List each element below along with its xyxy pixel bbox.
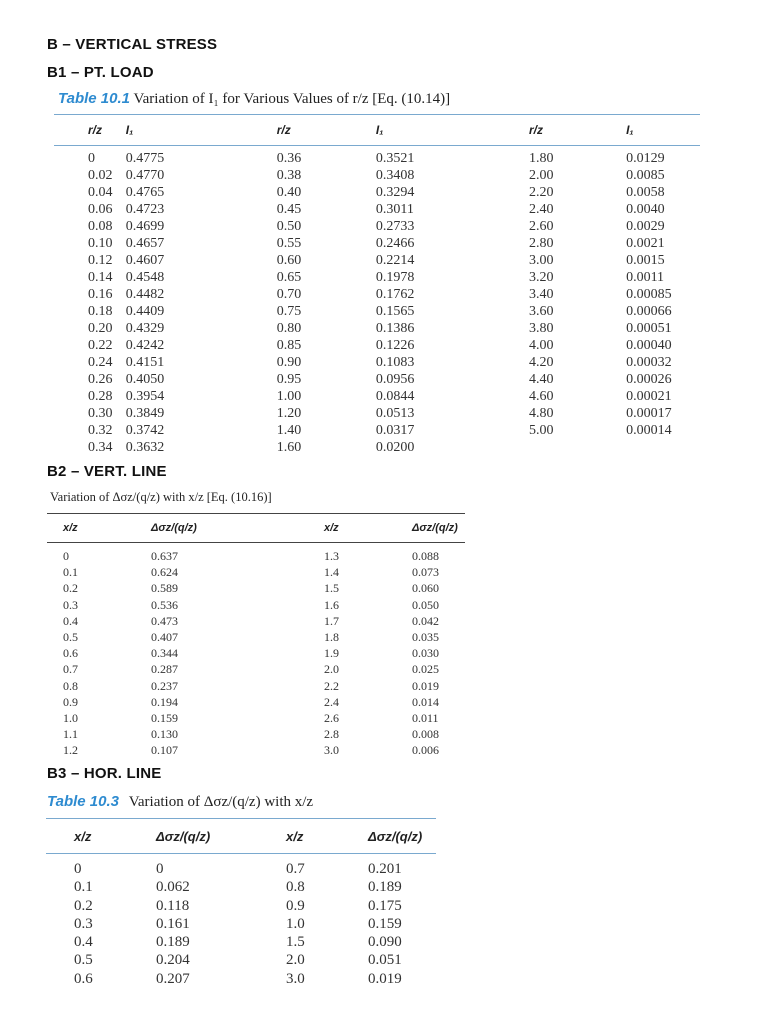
b2-table-cell: 0.014	[412, 694, 439, 709]
b1-table-cell: 0.4242	[125, 338, 165, 353]
b3-table-label: Table 10.3	[47, 793, 119, 810]
b1-table-cell: 0.16	[88, 287, 113, 302]
b2-table-cell: 0.237	[151, 678, 178, 693]
b1-table-row	[54, 167, 700, 184]
b1-table-cell: 0.2733	[375, 219, 415, 234]
b1-table-cell: 4.00	[528, 338, 554, 353]
b1-table-cell: 1.00	[276, 389, 302, 404]
b1-table-cell: 0.12	[88, 253, 113, 268]
b3-table-cell: 0.3	[74, 915, 93, 932]
b3-table-cell: 0.090	[368, 934, 402, 951]
b1-table-cell: 0.0956	[375, 372, 415, 387]
b1-table-row	[54, 286, 700, 303]
b3-table-cell: 2.0	[286, 952, 305, 969]
b1-table-cell: 0.00017	[626, 406, 672, 421]
b2-table-cell: 2.2	[324, 678, 339, 693]
b1-table-cell: 0.3742	[125, 423, 165, 438]
b1-table-cell: 0.3954	[125, 389, 165, 404]
b3-table-cell: 0.9	[286, 897, 305, 914]
b3-table-cell: 0	[74, 861, 82, 877]
b3-table-row	[46, 933, 436, 951]
b1-table-cell: 0.00066	[626, 304, 672, 319]
b2-table-cell: 0	[63, 549, 69, 563]
b1-table-cell: 0.4482	[125, 287, 165, 302]
b1-table-cell: 0.10	[88, 236, 113, 251]
b1-table-cell: 0.1226	[375, 338, 415, 353]
b1-table-cell: 0.4050	[125, 372, 165, 387]
b1-table-cell: 0.14	[88, 270, 113, 285]
b1-table-cell: 0.70	[276, 287, 302, 302]
b3-table-cell: 3.0	[286, 970, 305, 987]
b2-header-cell: x/z	[324, 514, 412, 543]
b1-table-row	[54, 388, 700, 405]
b1-caption: Variation of I₁ for Various Values of r/z [Eq. (10.14)]	[133, 91, 451, 107]
b3-header-cell: Δσz/(q/z)	[156, 819, 286, 854]
b1-table-row	[54, 184, 700, 201]
b2-table-cell: 0.088	[412, 549, 439, 563]
b1-table-cell: 0.00026	[626, 372, 672, 387]
b1-table-cell: 0.00085	[626, 287, 672, 302]
b1-table-cell: 0.00021	[626, 389, 672, 404]
b3-table-cell: 0.201	[368, 861, 402, 877]
b1-table-cell: 0.60	[276, 253, 302, 268]
b2-table-row	[47, 694, 465, 710]
b2-table-cell: 0.637	[151, 549, 178, 563]
b1-table-cell: 0.0513	[375, 406, 415, 421]
b1-table-cell: 0.2466	[375, 236, 415, 251]
b2-table-cell: 1.3	[324, 549, 339, 563]
b1-table-row	[54, 146, 700, 168]
b2-table-cell: 0.050	[412, 597, 439, 612]
b2-heading: B2 – VERT. LINE	[47, 463, 167, 480]
b3-heading: B3 – HOR. LINE	[47, 765, 162, 782]
b1-table-cell: 4.80	[528, 406, 554, 421]
b1-table-cell: 0.45	[276, 202, 302, 217]
b2-table-row	[47, 645, 465, 661]
b3-table-cell: 0.204	[156, 952, 190, 969]
b2-table-cell: 0.287	[151, 662, 178, 677]
b2-table-row	[47, 613, 465, 629]
b3-table-cell: 0.7	[286, 861, 305, 877]
b1-table-cell: 0.00014	[626, 423, 672, 438]
b3-table-cell: 0.2	[74, 897, 93, 914]
b1-table-cell: 0.00040	[626, 338, 672, 353]
b3-table-cell: 1.0	[286, 915, 305, 932]
b2-table-cell: 1.0	[63, 711, 78, 726]
b1-table-cell: 0.38	[276, 168, 302, 183]
b3-caption-line	[47, 793, 313, 811]
b1-table-cell: 0.0200	[375, 440, 415, 455]
b1-table-row	[54, 422, 700, 439]
b3-table-cell: 0.1	[74, 879, 93, 896]
b3-table-cell: 0.5	[74, 952, 93, 969]
b3-table-body	[46, 854, 436, 989]
b1-table-cell: 0.3011	[375, 202, 414, 217]
b1-table-cell: 0.0011	[626, 270, 665, 285]
b2-table-cell: 0.6	[63, 646, 78, 661]
b3-table-cell: 0.062	[156, 879, 190, 896]
b3-table-cell: 0.8	[286, 879, 305, 896]
b2-table-row	[47, 726, 465, 742]
b1-table-cell: 0.26	[88, 372, 113, 387]
b1-table-cell: 2.00	[528, 168, 554, 183]
b2-table-cell: 0.9	[63, 694, 78, 709]
b1-table-cell: 3.40	[528, 287, 554, 302]
b1-table-cell: 0.0058	[626, 185, 665, 200]
b3-table-cell: 0.4	[74, 934, 93, 951]
b2-table-cell: 0.130	[151, 727, 178, 742]
b1-table-cell: 2.40	[528, 202, 554, 217]
b3-table-cell: 0	[156, 861, 164, 877]
b1-table-cell: 0.30	[88, 406, 113, 421]
b1-header-cell: I₁	[376, 115, 529, 146]
b2-table-row	[47, 597, 465, 613]
b1-table-row	[54, 320, 700, 337]
b2-table-cell: 0.035	[412, 630, 439, 645]
b2-header-row	[47, 514, 465, 543]
b2-table-cell: 0.019	[412, 678, 439, 693]
b1-table-cell: 0.20	[88, 321, 113, 336]
b3-header-cell: x/z	[286, 819, 368, 854]
b1-table-cell: 0.1762	[375, 287, 415, 302]
b1-table-row	[54, 354, 700, 371]
b2-table-cell: 0.008	[412, 727, 439, 742]
b1-table-cell: 4.40	[528, 372, 554, 387]
b1-table-cell: 2.20	[528, 185, 554, 200]
b1-table-cell: 0.1978	[375, 270, 415, 285]
b2-table-cell: 1.5	[324, 581, 339, 596]
b1-table-cell: 1.20	[276, 406, 302, 421]
b1-table-cell: 1.40	[276, 423, 302, 438]
b2-table-row	[47, 742, 465, 758]
b1-table-cell: 4.60	[528, 389, 554, 404]
b2-table-cell: 2.4	[324, 694, 339, 709]
b3-table-cell: 0.051	[368, 952, 402, 969]
b2-header-cell: Δσz/(q/z)	[151, 514, 324, 543]
b3-table-row	[46, 915, 436, 933]
b1-table-cell: 0.34	[88, 440, 113, 455]
b1-table-row	[54, 337, 700, 354]
b1-table-cell: 0.4548	[125, 270, 165, 285]
b3-header-cell: Δσz/(q/z)	[368, 819, 436, 854]
b1-table-cell: 3.00	[528, 253, 554, 268]
b1-table-cell: 0.3408	[375, 168, 415, 183]
b1-table-row	[54, 218, 700, 235]
b2-table-row	[47, 661, 465, 677]
b2-table-cell: 1.8	[324, 630, 339, 645]
b1-table-cell: 2.80	[528, 236, 554, 251]
b1-table-cell: 0.90	[276, 355, 302, 370]
b1-table-cell: 0.36	[276, 151, 302, 166]
b1-table-cell: 4.20	[528, 355, 554, 370]
b1-table-cell: 0	[88, 151, 95, 166]
b2-table-cell: 0.5	[63, 630, 78, 645]
b1-table-cell: 0.08	[88, 219, 113, 234]
b2-header-cell: Δσz/(q/z)	[412, 514, 465, 543]
b3-table-row	[46, 951, 436, 969]
b2-table-cell: 0.011	[412, 711, 439, 726]
b3-table-cell: 0.189	[368, 879, 402, 896]
b2-table-row	[47, 580, 465, 596]
b1-table-cell: 0.4723	[125, 202, 165, 217]
b1-table-cell: 0.02	[88, 168, 113, 183]
b1-table-cell: 0.0085	[626, 168, 665, 183]
b1-table-cell: 0.4151	[125, 355, 165, 370]
b1-table-cell: 0.0029	[626, 219, 665, 234]
b1-header-cell: r/z	[529, 115, 626, 146]
b1-table-cell: 0.1565	[375, 304, 415, 319]
b2-table-cell: 2.8	[324, 727, 339, 742]
b2-table-cell: 2.0	[324, 662, 339, 677]
b2-table-cell: 0.006	[412, 743, 439, 758]
b2-table-cell: 1.6	[324, 597, 339, 612]
b1-table-cell: 0.4329	[125, 321, 165, 336]
b2-table-cell: 0.589	[151, 581, 178, 596]
b3-caption: Variation of Δσz/(q/z) with x/z	[128, 794, 314, 810]
b1-table-cell: 0.0317	[375, 423, 415, 438]
b2-table-cell: 2.6	[324, 711, 339, 726]
b3-header-row	[46, 819, 436, 854]
b1-table-cell: 0.4607	[125, 253, 165, 268]
b1-table-cell: 0.00032	[626, 355, 672, 370]
b1-table-cell: 2.60	[528, 219, 554, 234]
b1-table-cell: 0.50	[276, 219, 302, 234]
b2-table-cell: 0.4	[63, 613, 78, 628]
b1-table-cell: 0.4657	[125, 236, 165, 251]
b2-table-row	[47, 543, 465, 565]
b3-table-cell: 0.019	[368, 970, 402, 987]
b1-table-cell: 0.2214	[375, 253, 415, 268]
b2-table-cell: 0.159	[151, 711, 178, 726]
b1-table-cell: 0.4770	[125, 168, 165, 183]
b3-table-cell: 0.118	[156, 897, 190, 914]
b1-table-row	[54, 201, 700, 218]
b3-table-cell: 0.189	[156, 934, 190, 951]
b3-table-cell: 1.5	[286, 934, 305, 951]
b2-table-cell: 0.073	[412, 565, 439, 580]
b1-table-cell: 0.06	[88, 202, 113, 217]
b2-table-cell: 0.536	[151, 597, 178, 612]
b2-caption: Variation of Δσz/(q/z) with x/z [Eq. (10.16)]	[50, 490, 272, 504]
b3-table	[46, 818, 436, 988]
b1-table-cell: 0.4765	[125, 185, 165, 200]
b1-header-row	[54, 115, 700, 146]
b1-table-row	[54, 371, 700, 388]
b3-header-cell: x/z	[46, 819, 156, 854]
b2-table-cell: 1.4	[324, 565, 339, 580]
b1-table-cell: 0.95	[276, 372, 302, 387]
b2-table-cell: 0.2	[63, 581, 78, 596]
b1-table-cell: 0.0021	[626, 236, 665, 251]
b1-table-cell: 0.75	[276, 304, 302, 319]
b1-table-cell: 0.0015	[626, 253, 665, 268]
b3-table-cell: 0.6	[74, 970, 93, 987]
b1-table-label: Table 10.1	[58, 90, 130, 107]
b1-caption-line	[58, 90, 450, 108]
b1-table-row	[54, 439, 700, 456]
b2-table-cell: 0.7	[63, 662, 78, 677]
b1-table-cell: 3.20	[528, 270, 554, 285]
b2-table-cell: 3.0	[324, 743, 339, 758]
b1-table-cell: 3.60	[528, 304, 554, 319]
b1-table-cell: 5.00	[528, 423, 554, 438]
b1-table-cell: 0.1083	[375, 355, 415, 370]
b1-table-cell: 0.3521	[375, 151, 415, 166]
b1-table-cell: 0.65	[276, 270, 302, 285]
section-title: B – VERTICAL STRESS	[47, 36, 218, 53]
b1-table-cell: 0.3632	[125, 440, 165, 455]
b3-table-cell: 0.159	[368, 915, 402, 932]
b2-table-row	[47, 710, 465, 726]
b2-table-cell: 0.473	[151, 613, 178, 628]
b2-table-row	[47, 629, 465, 645]
b2-table-row	[47, 564, 465, 580]
b2-table-cell: 0.407	[151, 630, 178, 645]
b1-table-cell: 0.00051	[626, 321, 672, 336]
b1-table-body	[54, 146, 700, 457]
b1-heading: B1 – PT. LOAD	[47, 64, 154, 81]
b3-table-cell: 0.175	[368, 897, 402, 914]
b1-table-cell: 0.24	[88, 355, 113, 370]
b2-table-body	[47, 543, 465, 759]
b2-header-cell: x/z	[47, 514, 151, 543]
b1-table-cell: 0.32	[88, 423, 113, 438]
b3-table-row	[46, 878, 436, 896]
b2-table-cell: 0.344	[151, 646, 178, 661]
b1-header-cell: r/z	[54, 115, 126, 146]
b2-table-cell: 0.107	[151, 743, 178, 758]
b1-header-cell: I₁	[126, 115, 277, 146]
b1-header-cell: r/z	[277, 115, 376, 146]
b2-table-cell: 0.1	[63, 565, 78, 580]
b1-table-cell: 0.80	[276, 321, 302, 336]
b1-table-cell	[626, 439, 700, 456]
b1-table-row	[54, 269, 700, 286]
b2-table-cell: 0.042	[412, 613, 439, 628]
b1-table-cell: 0.04	[88, 185, 113, 200]
b1-table-cell: 0.3849	[125, 406, 165, 421]
b1-table-cell: 0.22	[88, 338, 113, 353]
b1-table-cell: 0.85	[276, 338, 302, 353]
b1-table-cell: 0.4699	[125, 219, 165, 234]
b3-table-cell: 0.207	[156, 970, 190, 987]
b1-table-row	[54, 405, 700, 422]
b2-table-cell: 0.025	[412, 662, 439, 677]
b2-table-cell: 0.3	[63, 597, 78, 612]
b3-table-row	[46, 854, 436, 879]
b2-table-cell: 1.9	[324, 646, 339, 661]
b1-table-row	[54, 235, 700, 252]
b2-table-cell: 1.2	[63, 743, 78, 758]
b1-table-row	[54, 252, 700, 269]
b1-table-cell: 0.0844	[375, 389, 415, 404]
b1-table	[54, 114, 700, 456]
b2-table-cell: 0.8	[63, 678, 78, 693]
b2-table-cell: 1.1	[63, 727, 78, 742]
b2-table-row	[47, 678, 465, 694]
b2-table-cell: 1.7	[324, 613, 339, 628]
b1-table-cell: 0.40	[276, 185, 302, 200]
b1-table-cell	[529, 439, 626, 456]
b1-table-cell: 0.4409	[125, 304, 165, 319]
b1-table-cell: 0.1386	[375, 321, 415, 336]
b2-table	[47, 513, 465, 759]
b2-table-cell: 0.194	[151, 694, 178, 709]
b1-table-cell: 1.80	[528, 151, 554, 166]
b2-table-cell: 0.030	[412, 646, 439, 661]
b3-table-cell: 0.161	[156, 915, 190, 932]
b1-table-cell: 0.28	[88, 389, 113, 404]
b1-table-cell: 0.0129	[626, 151, 665, 166]
b1-table-cell: 0.0040	[626, 202, 665, 217]
b1-table-row	[54, 303, 700, 320]
b1-header-cell: I₁	[626, 115, 700, 146]
b3-table-row	[46, 897, 436, 915]
b1-table-cell: 3.80	[528, 321, 554, 336]
b2-table-cell: 0.624	[151, 565, 178, 580]
b1-table-cell: 0.55	[276, 236, 302, 251]
b1-table-cell: 0.4775	[125, 151, 165, 166]
b1-table-cell: 0.3294	[375, 185, 415, 200]
b1-table-cell: 1.60	[276, 440, 302, 455]
b3-table-row	[46, 970, 436, 988]
b2-table-cell: 0.060	[412, 581, 439, 596]
b1-table-cell: 0.18	[88, 304, 113, 319]
